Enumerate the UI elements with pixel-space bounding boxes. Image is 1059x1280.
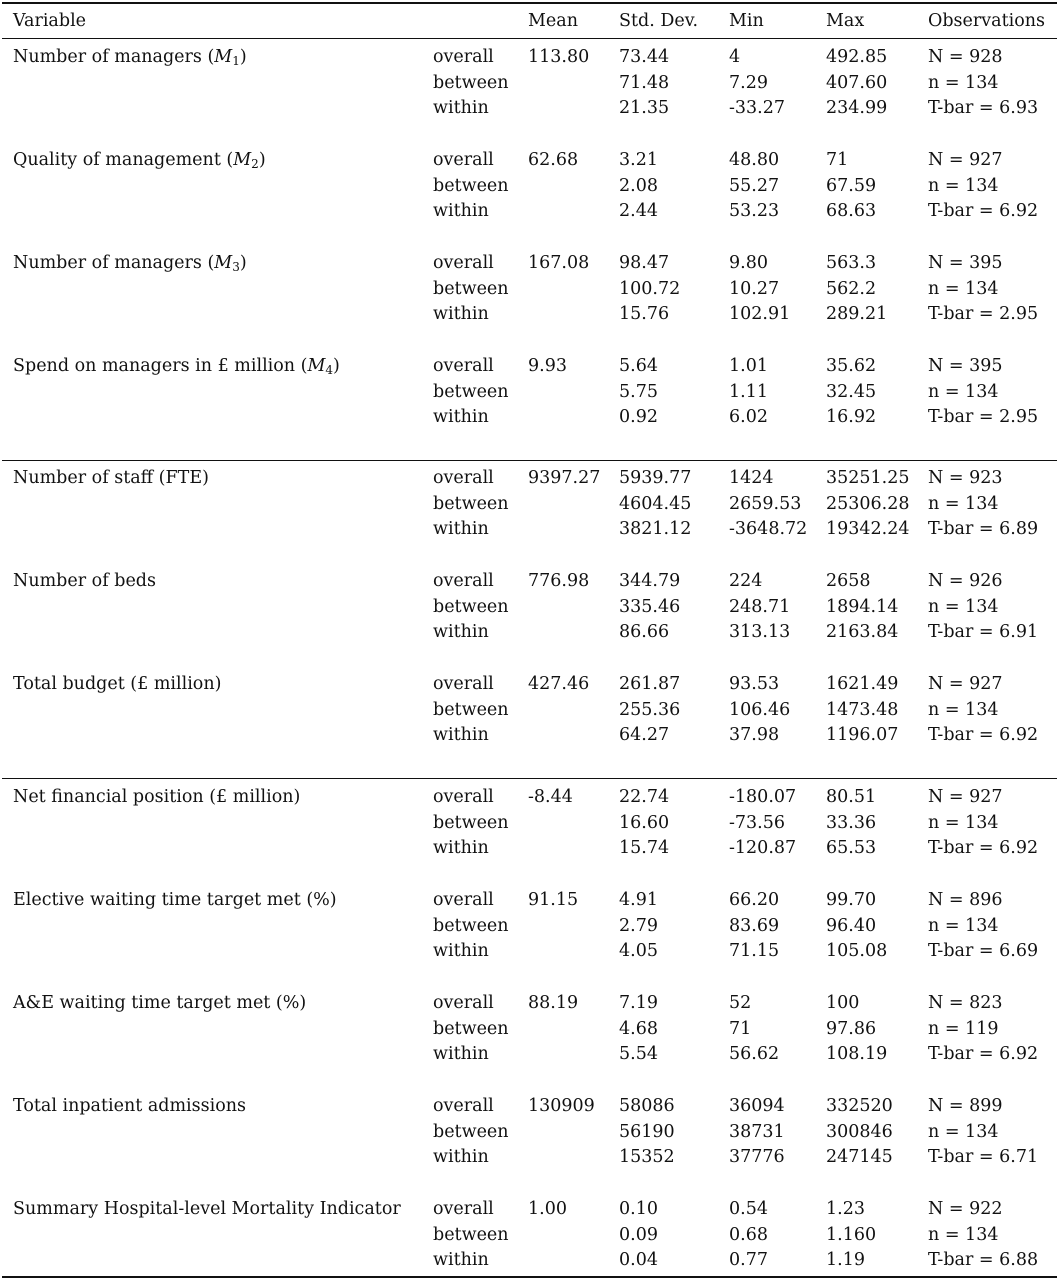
top-rule	[2, 2, 1057, 4]
std-dev-value: 255.36	[619, 699, 681, 720]
stat-type: between	[433, 175, 509, 196]
variable-name: Number of staff (FTE)	[13, 468, 209, 488]
observations-value: n = 134	[928, 1121, 999, 1142]
max-value: 108.19	[826, 1044, 888, 1065]
header-min: Min	[729, 11, 764, 31]
mean-value: 130909	[528, 1096, 595, 1116]
mean-value: 9397.27	[528, 468, 601, 488]
max-value: 234.99	[826, 98, 888, 119]
observations-value: T-bar = 6.92	[928, 1044, 1039, 1065]
variable-symbol: M	[307, 356, 326, 376]
max-value: 105.08	[826, 941, 888, 962]
std-dev-value: 86.66	[619, 622, 670, 643]
min-value: 36094	[729, 1096, 785, 1116]
variable-label	[13, 786, 300, 808]
observations-value: n = 134	[928, 72, 999, 93]
min-value: 66.20	[729, 890, 780, 910]
observations-value: n = 134	[928, 1224, 999, 1245]
mean-value: 62.68	[528, 150, 579, 170]
std-dev-value: 0.10	[619, 1199, 658, 1219]
min-value: 313.13	[729, 622, 791, 643]
mean-value: 1.00	[528, 1199, 567, 1219]
observations-value: n = 134	[928, 175, 999, 196]
observations-value: N = 823	[928, 993, 1003, 1013]
max-value: 16.92	[826, 407, 877, 428]
observations-value: n = 119	[928, 1018, 999, 1039]
stat-type: between	[433, 1121, 509, 1142]
min-value: 55.27	[729, 175, 780, 196]
std-dev-value: 7.19	[619, 993, 658, 1013]
min-value: 37776	[729, 1147, 785, 1168]
variable-subscript: 3	[232, 260, 240, 274]
stat-type: within	[433, 1044, 489, 1065]
min-value: 71.15	[729, 941, 780, 962]
max-value: 1473.48	[826, 699, 899, 720]
stat-type: between	[433, 381, 509, 402]
max-value: 32.45	[826, 381, 877, 402]
stat-type: within	[433, 304, 489, 325]
max-value: 563.3	[826, 253, 877, 273]
min-value: 53.23	[729, 201, 780, 222]
group-rule	[2, 778, 1057, 779]
max-value: 33.36	[826, 812, 877, 833]
mean-value: -8.44	[528, 787, 573, 807]
max-value: 80.51	[826, 787, 877, 807]
min-value: 248.71	[729, 596, 791, 617]
min-value: 71	[729, 1018, 752, 1039]
stat-type: within	[433, 519, 489, 540]
variable-label	[13, 992, 306, 1014]
group-rule	[2, 460, 1057, 461]
max-value: 2163.84	[826, 622, 899, 643]
mean-value: 91.15	[528, 890, 579, 910]
max-value: 35251.25	[826, 468, 910, 488]
observations-value: N = 927	[928, 150, 1003, 170]
std-dev-value: 4.91	[619, 890, 658, 910]
std-dev-value: 22.74	[619, 787, 670, 807]
max-value: 71	[826, 150, 849, 170]
min-value: -120.87	[729, 838, 797, 859]
observations-value: N = 923	[928, 468, 1003, 488]
observations-value: n = 134	[928, 493, 999, 514]
max-value: 300846	[826, 1121, 893, 1142]
min-value: 0.68	[729, 1224, 768, 1245]
header-sd: Std. Dev.	[619, 11, 699, 31]
observations-value: T-bar = 6.92	[928, 201, 1039, 222]
observations-value: T-bar = 6.91	[928, 622, 1039, 643]
variable-name: Summary Hospital-level Mortality Indicator	[13, 1199, 401, 1219]
mean-value: 427.46	[528, 674, 590, 694]
stat-type: overall	[433, 1199, 494, 1219]
std-dev-value: 98.47	[619, 253, 670, 273]
max-value: 19342.24	[826, 519, 910, 540]
min-value: 0.77	[729, 1250, 768, 1271]
stat-type: between	[433, 1018, 509, 1039]
std-dev-value: 21.35	[619, 98, 670, 119]
observations-value: N = 395	[928, 253, 1003, 273]
max-value: 100	[826, 993, 860, 1013]
std-dev-value: 16.60	[619, 812, 670, 833]
max-value: 289.21	[826, 304, 888, 325]
stat-type: between	[433, 699, 509, 720]
stat-type: within	[433, 941, 489, 962]
variable-name: Number of managers (	[13, 47, 215, 67]
variable-suffix: )	[239, 253, 247, 273]
max-value: 247145	[826, 1147, 893, 1168]
variable-name: Total inpatient admissions	[13, 1096, 247, 1116]
observations-value: T-bar = 6.92	[928, 838, 1039, 859]
stat-type: within	[433, 1147, 489, 1168]
header-mean: Mean	[528, 11, 578, 31]
stat-type: within	[433, 838, 489, 859]
min-value: -73.56	[729, 812, 786, 833]
stat-type: overall	[433, 468, 494, 488]
observations-value: T-bar = 6.93	[928, 98, 1039, 119]
min-value: 2659.53	[729, 493, 802, 514]
variable-subscript: 1	[232, 54, 240, 68]
min-value: -33.27	[729, 98, 786, 119]
max-value: 35.62	[826, 356, 877, 376]
std-dev-value: 344.79	[619, 571, 681, 591]
max-value: 67.59	[826, 175, 877, 196]
observations-value: n = 134	[928, 812, 999, 833]
observations-value: N = 927	[928, 674, 1003, 694]
mean-value: 113.80	[528, 47, 590, 67]
stat-type: overall	[433, 674, 494, 694]
min-value: 38731	[729, 1121, 785, 1142]
variable-suffix: )	[333, 356, 340, 376]
variable-name: Elective waiting time target met (%)	[13, 890, 337, 910]
variable-label	[13, 149, 266, 171]
std-dev-value: 15.76	[619, 304, 670, 325]
max-value: 1196.07	[826, 725, 899, 746]
max-value: 407.60	[826, 72, 888, 93]
header-variable: Variable	[13, 11, 87, 31]
std-dev-value: 4604.45	[619, 493, 692, 514]
max-value: 96.40	[826, 915, 877, 936]
stat-type: within	[433, 1250, 489, 1271]
std-dev-value: 5.54	[619, 1044, 658, 1065]
variable-label	[13, 570, 156, 592]
min-value: 224	[729, 571, 763, 591]
std-dev-value: 5.64	[619, 356, 658, 376]
stat-type: overall	[433, 890, 494, 910]
min-value: 93.53	[729, 674, 780, 694]
observations-value: N = 896	[928, 890, 1003, 910]
max-value: 97.86	[826, 1018, 877, 1039]
observations-value: T-bar = 2.95	[928, 407, 1039, 428]
stat-type: overall	[433, 787, 494, 807]
observations-value: n = 134	[928, 278, 999, 299]
variable-suffix: )	[239, 47, 247, 67]
max-value: 332520	[826, 1096, 893, 1116]
header-max: Max	[826, 11, 865, 31]
std-dev-value: 4.68	[619, 1018, 658, 1039]
observations-value: n = 134	[928, 596, 999, 617]
observations-value: n = 134	[928, 381, 999, 402]
variable-name: A&E waiting time target met (%)	[13, 993, 307, 1013]
variable-label	[13, 467, 209, 489]
variable-name: Net financial position (£ million)	[13, 787, 301, 807]
observations-value: T-bar = 6.92	[928, 725, 1039, 746]
min-value: 102.91	[729, 304, 791, 325]
mean-value: 88.19	[528, 993, 579, 1013]
variable-label	[13, 889, 337, 911]
variable-name: Quality of management (	[13, 150, 234, 170]
std-dev-value: 15352	[619, 1147, 675, 1168]
stat-type: between	[433, 1224, 509, 1245]
min-value: 1.11	[729, 381, 768, 402]
stat-type: between	[433, 278, 509, 299]
observations-value: T-bar = 6.88	[928, 1250, 1039, 1271]
header-observations: Observations	[928, 11, 1045, 31]
std-dev-value: 56190	[619, 1121, 675, 1142]
std-dev-value: 71.48	[619, 72, 670, 93]
stat-type: between	[433, 915, 509, 936]
min-value: 1424	[729, 468, 774, 488]
mean-value: 167.08	[528, 253, 590, 273]
max-value: 1.23	[826, 1199, 865, 1219]
min-value: 48.80	[729, 150, 780, 170]
max-value: 1.19	[826, 1250, 865, 1271]
min-value: 106.46	[729, 699, 791, 720]
stat-type: between	[433, 812, 509, 833]
observations-value: T-bar = 6.69	[928, 941, 1039, 962]
min-value: 1.01	[729, 356, 768, 376]
variable-label	[13, 252, 247, 274]
min-value: 83.69	[729, 915, 780, 936]
min-value: 10.27	[729, 278, 780, 299]
stat-type: overall	[433, 993, 494, 1013]
max-value: 562.2	[826, 278, 877, 299]
variable-subscript: 2	[251, 157, 259, 171]
variable-label	[13, 673, 221, 695]
min-value: 6.02	[729, 407, 768, 428]
observations-value: N = 899	[928, 1096, 1003, 1116]
std-dev-value: 4.05	[619, 941, 658, 962]
observations-value: N = 922	[928, 1199, 1003, 1219]
observations-value: n = 134	[928, 915, 999, 936]
max-value: 1621.49	[826, 674, 899, 694]
variable-symbol: M	[214, 253, 233, 273]
max-value: 25306.28	[826, 493, 910, 514]
variable-label	[13, 355, 340, 377]
stat-type: overall	[433, 571, 494, 591]
min-value: -3648.72	[729, 519, 808, 540]
min-value: 4	[729, 47, 741, 67]
std-dev-value: 5.75	[619, 381, 658, 402]
variable-label	[13, 1095, 246, 1117]
stat-type: within	[433, 201, 489, 222]
min-value: -180.07	[729, 787, 797, 807]
variable-symbol: M	[214, 47, 233, 67]
variable-name: Number of beds	[13, 571, 156, 591]
std-dev-value: 73.44	[619, 47, 670, 67]
observations-value: N = 927	[928, 787, 1003, 807]
mean-value: 9.93	[528, 356, 567, 376]
variable-name: Spend on managers in £ million (	[13, 356, 308, 376]
std-dev-value: 2.08	[619, 175, 658, 196]
max-value: 65.53	[826, 838, 877, 859]
stat-type: within	[433, 98, 489, 119]
observations-value: N = 928	[928, 47, 1003, 67]
variable-name: Total budget (£ million)	[13, 674, 222, 694]
std-dev-value: 64.27	[619, 725, 670, 746]
std-dev-value: 3.21	[619, 150, 658, 170]
std-dev-value: 58086	[619, 1096, 675, 1116]
std-dev-value: 0.09	[619, 1224, 658, 1245]
std-dev-value: 2.79	[619, 915, 658, 936]
variable-label	[13, 46, 247, 68]
observations-value: T-bar = 2.95	[928, 304, 1039, 325]
bottom-rule	[2, 1276, 1057, 1278]
min-value: 56.62	[729, 1044, 780, 1065]
min-value: 0.54	[729, 1199, 768, 1219]
max-value: 68.63	[826, 201, 877, 222]
observations-value: N = 395	[928, 356, 1003, 376]
std-dev-value: 3821.12	[619, 519, 692, 540]
std-dev-value: 261.87	[619, 674, 681, 694]
variable-symbol: M	[233, 150, 252, 170]
stat-type: overall	[433, 1096, 494, 1116]
variable-label	[13, 1198, 401, 1220]
mean-value: 776.98	[528, 571, 590, 591]
observations-value: T-bar = 6.89	[928, 519, 1039, 540]
std-dev-value: 335.46	[619, 596, 681, 617]
variable-name: Number of managers (	[13, 253, 215, 273]
stat-type: within	[433, 407, 489, 428]
max-value: 2658	[826, 571, 871, 591]
observations-value: n = 134	[928, 699, 999, 720]
std-dev-value: 0.92	[619, 407, 658, 428]
observations-value: N = 926	[928, 571, 1003, 591]
stat-type: overall	[433, 356, 494, 376]
observations-value: T-bar = 6.71	[928, 1147, 1039, 1168]
stat-type: between	[433, 72, 509, 93]
variable-suffix: )	[258, 150, 266, 170]
std-dev-value: 15.74	[619, 838, 670, 859]
min-value: 52	[729, 993, 752, 1013]
std-dev-value: 0.04	[619, 1250, 658, 1271]
max-value: 99.70	[826, 890, 877, 910]
min-value: 9.80	[729, 253, 768, 273]
max-value: 492.85	[826, 47, 888, 67]
std-dev-value: 2.44	[619, 201, 658, 222]
max-value: 1894.14	[826, 596, 899, 617]
stat-type: within	[433, 622, 489, 643]
header-rule	[2, 38, 1057, 39]
std-dev-value: 5939.77	[619, 468, 692, 488]
min-value: 7.29	[729, 72, 768, 93]
max-value: 1.160	[826, 1224, 877, 1245]
stat-type: overall	[433, 47, 494, 67]
stat-type: overall	[433, 253, 494, 273]
std-dev-value: 100.72	[619, 278, 681, 299]
stat-type: overall	[433, 150, 494, 170]
stat-type: between	[433, 493, 509, 514]
stat-type: between	[433, 596, 509, 617]
variable-subscript: 4	[325, 363, 334, 377]
stat-type: within	[433, 725, 489, 746]
min-value: 37.98	[729, 725, 780, 746]
